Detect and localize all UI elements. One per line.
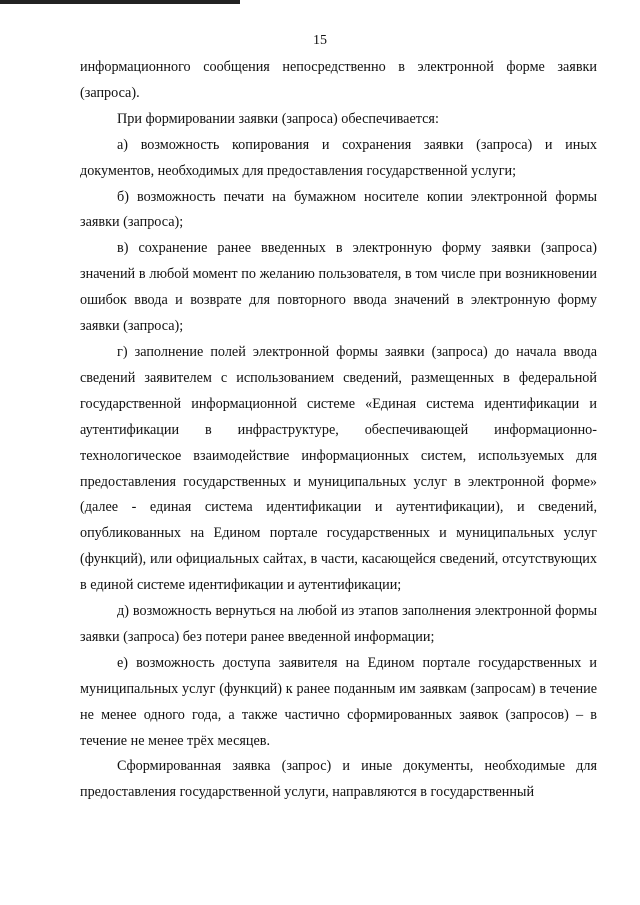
paragraph-continuation: информационного сообщения непосредственно в электронной форме заявки (запроса).	[80, 59, 597, 101]
list-item-a: а) возможность копирования и сохранения заявки (запроса) и иных документов, необходимых для предоставления государственной услуги;	[80, 136, 597, 179]
list-item-v: в) сохранение ранее введенных в электронную форму заявки (запроса) значений в любой момент по желанию пользователя, в том числе при возникновении ошибок ввода и возврате для повторного ввода значений в электронную форму заявки (запроса);	[80, 240, 597, 335]
list-item-b: б) возможность печати на бумажном носителе копии электронной формы заявки (запроса);	[80, 188, 597, 231]
top-border-rule	[0, 0, 240, 4]
page-number: 15	[313, 33, 327, 48]
document-body	[80, 55, 597, 806]
list-item-e: е) возможность доступа заявителя на Едином портале государственных и муниципальных услуг (функций) к ранее поданным им заявкам (запросам) в течение не менее одного года, а также частично сформированных заявок (запросов) – в течение не менее трёх месяцев.	[80, 654, 597, 749]
list-item-g: г) заполнение полей электронной формы заявки (запроса) до начала ввода сведений заявителем с использованием сведений, размещенных в федеральной государственной информационной системе «Единая система идентификации и аутентификации в инфраструктуре, обеспечивающей информационно-технологическое взаимодействие информационных систем, используемых для предоставления государственных и муниципальных услуг в электронной форме» (далее - единая система идентификации и аутентификации), и сведений, опубликованных на Едином портале государственных и муниципальных услуг (функций), или официальных сайтах, в части, касающейся сведений, отсутствующих в единой системе идентификации и аутентификации;	[80, 343, 597, 594]
paragraph-intro: При формировании заявки (запроса) обеспечивается:	[117, 110, 439, 127]
list-item-d: д) возможность вернуться на любой из этапов заполнения электронной формы заявки (запроса) без потери ранее введенной информации;	[80, 603, 597, 645]
paragraph-closing: Сформированная заявка (запрос) и иные документы, необходимые для предоставления государственной услуги, направляются в государственный	[80, 758, 597, 801]
